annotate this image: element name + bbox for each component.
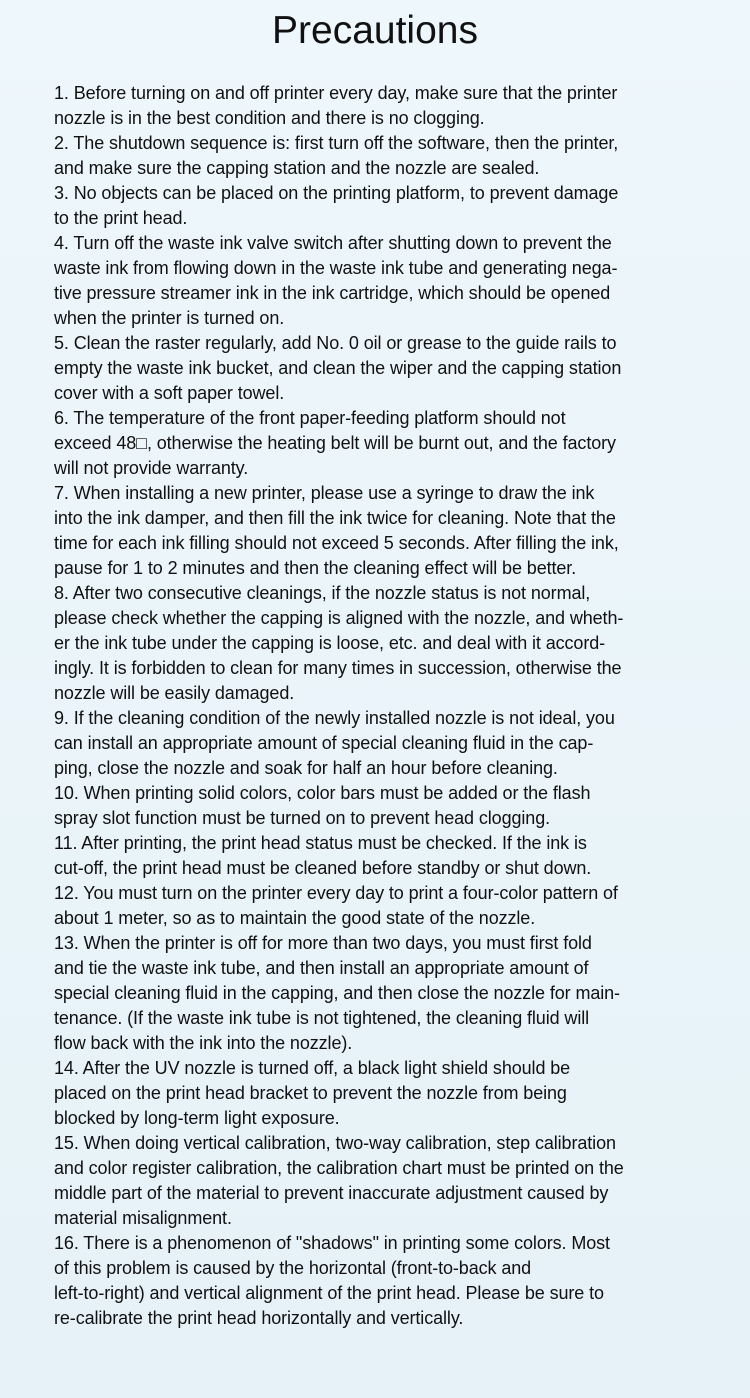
text-line: cut-off, the print head must be cleaned before standby or shut down. [54,858,592,878]
text-line: 14. After the UV nozzle is turned off, a black light shield should be [54,1058,571,1078]
text-line: blocked by long-term light exposure. [54,1108,340,1128]
text-line: nozzle is in the best condition and there is no clogging. [54,108,485,128]
text-line: 16. There is a phenomenon of "shadows" in printing some colors. Most [54,1233,610,1253]
text-line: please check whether the capping is aligned with the nozzle, and wheth- [54,608,624,628]
text-line: 7. When installing a new printer, please use a syringe to draw the ink [54,483,595,503]
text-line: 13. When the printer is off for more than two days, you must first fold [54,933,592,953]
text-line: exceed 48□, otherwise the heating belt will be burnt out, and the factory [54,433,616,453]
text-line: 1. Before turning on and off printer every day, make sure that the printer [54,83,618,103]
text-line: of this problem is caused by the horizontal (front-to-back and [54,1258,532,1278]
text-line: middle part of the material to prevent inaccurate adjustment caused by [54,1183,609,1203]
text-line: and tie the waste ink tube, and then install an appropriate amount of [54,958,589,978]
text-line: material misalignment. [54,1208,232,1228]
text-line: spray slot function must be turned on to prevent head clogging. [54,808,551,828]
text-line: 11. After printing, the print head status must be checked. If the ink is [54,833,587,853]
text-line: into the ink damper, and then fill the ink twice for cleaning. Note that the [54,508,616,528]
text-line: 3. No objects can be placed on the printing platform, to prevent damage [54,183,619,203]
text-line: ping, close the nozzle and soak for half an hour before cleaning. [54,758,558,778]
text-line: tive pressure streamer ink in the ink cartridge, which should be opened [54,283,611,303]
text-line: placed on the print head bracket to prevent the nozzle from being [54,1083,567,1103]
text-line: empty the waste ink bucket, and clean the wiper and the capping station [54,358,622,378]
text-line: 12. You must turn on the printer every day to print a four-color pattern of [54,883,618,903]
text-line: tenance. (If the waste ink tube is not tightened, the cleaning fluid will [54,1008,590,1028]
text-line: to the print head. [54,208,188,228]
text-line: 2. The shutdown sequence is: first turn off the software, then the printer, [54,133,619,153]
text-line: will not provide warranty. [54,458,249,478]
text-line: re-calibrate the print head horizontally and vertically. [54,1308,464,1328]
text-line: when the printer is turned on. [54,308,285,328]
text-line: waste ink from flowing down in the waste ink tube and generating nega- [54,258,618,278]
text-line: er the ink tube under the capping is loose, etc. and deal with it accord- [54,633,606,653]
text-line: special cleaning fluid in the capping, and then close the nozzle for main- [54,983,620,1003]
text-line: cover with a soft paper towel. [54,383,285,403]
text-line: 15. When doing vertical calibration, two-way calibration, step calibration [54,1133,616,1153]
text-line: left-to-right) and vertical alignment of the print head. Please be sure to [54,1283,604,1303]
text-line: and make sure the capping station and the nozzle are sealed. [54,158,540,178]
text-line: nozzle will be easily damaged. [54,683,295,703]
text-line: can install an appropriate amount of special cleaning fluid in the cap- [54,733,594,753]
text-line: 9. If the cleaning condition of the newly installed nozzle is not ideal, you [54,708,615,728]
text-line: pause for 1 to 2 minutes and then the cleaning effect will be better. [54,558,577,578]
text-line: about 1 meter, so as to maintain the good state of the nozzle. [54,908,536,928]
text-line: ingly. It is forbidden to clean for many times in succession, otherwise the [54,658,622,678]
text-line: 4. Turn off the waste ink valve switch after shutting down to prevent the [54,233,612,253]
text-line: 5. Clean the raster regularly, add No. 0 oil or grease to the guide rails to [54,333,617,353]
precautions-text [54,81,734,1331]
text-line: 6. The temperature of the front paper-feeding platform should not [54,408,566,428]
text-line: flow back with the ink into the nozzle). [54,1033,353,1053]
text-line: 8. After two consecutive cleanings, if the nozzle status is not normal, [54,583,591,603]
text-line: and color register calibration, the calibration chart must be printed on the [54,1158,624,1178]
text-line: time for each ink filling should not exceed 5 seconds. After filling the ink, [54,533,619,553]
page-title: Precautions [272,9,478,52]
text-line: 10. When printing solid colors, color bars must be added or the flash [54,783,591,803]
